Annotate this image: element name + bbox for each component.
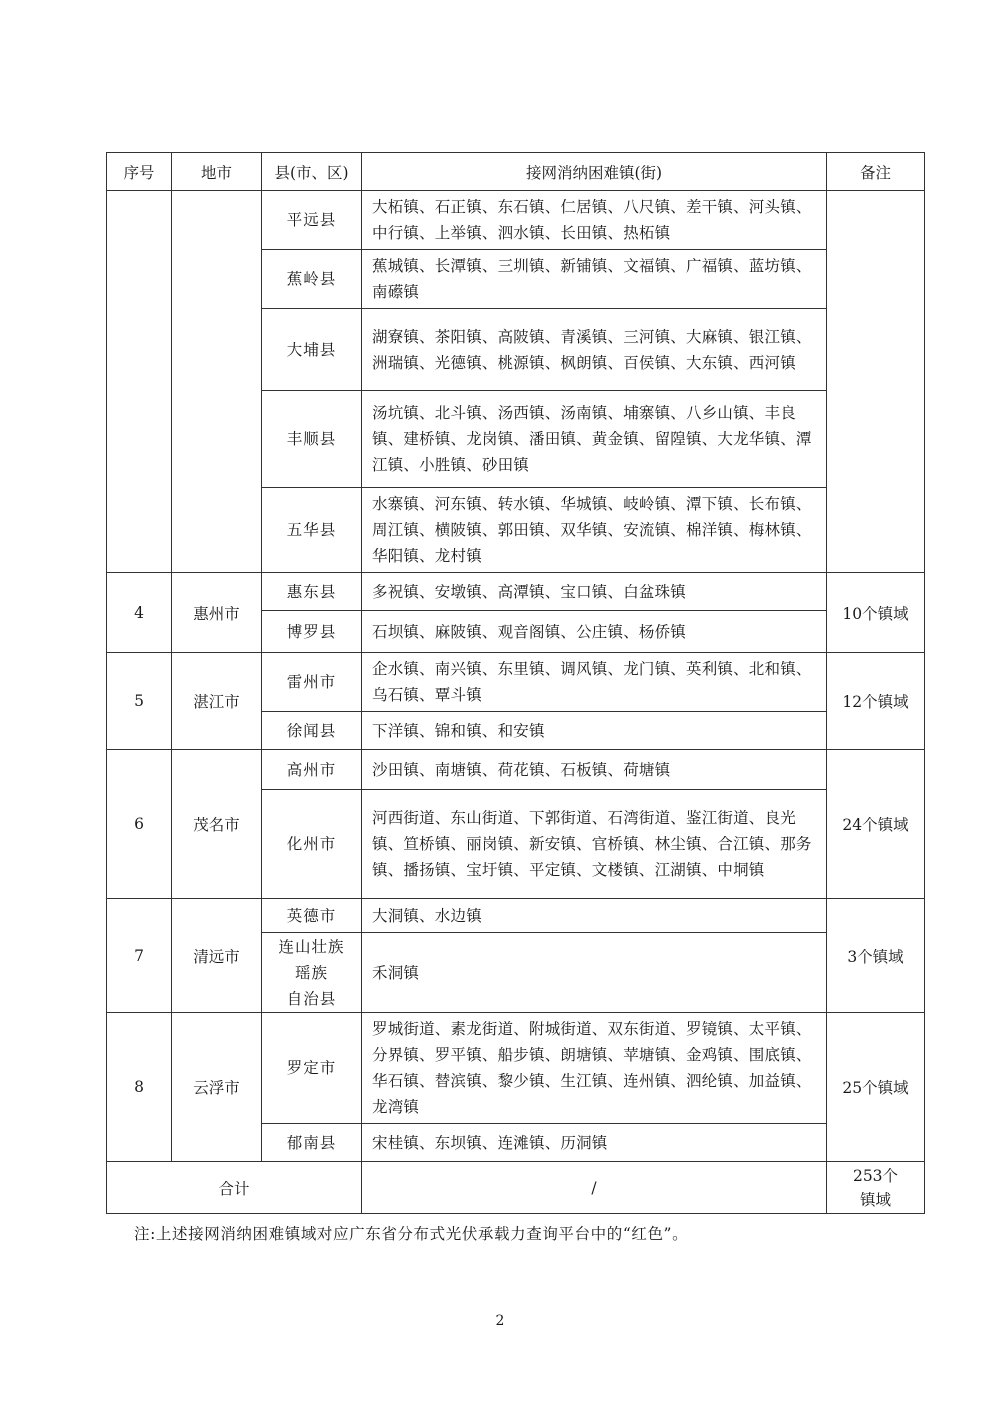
county-cell: 英德市 (262, 899, 362, 933)
total-remark-line: 镇域 (859, 1190, 891, 1209)
towns-cell: 下洋镇、锦和镇、和安镇 (362, 712, 827, 750)
city-cell: 茂名市 (172, 750, 262, 899)
towns-cell: 大洞镇、水边镇 (362, 899, 827, 933)
county-cell: 雷州市 (262, 653, 362, 712)
towns-cell: 水寨镇、河东镇、转水镇、华城镇、岐岭镇、潭下镇、长布镇、周江镇、横陂镇、郭田镇、双华镇、安流镇、棉洋镇、梅林镇、华阳镇、龙村镇 (362, 488, 827, 573)
county-cell: 化州市 (262, 790, 362, 899)
towns-cell: 石坝镇、麻陂镇、观音阁镇、公庄镇、杨侨镇 (362, 611, 827, 653)
total-label: 合计 (107, 1162, 362, 1214)
seq-cell: 8 (107, 1013, 172, 1162)
header-remark: 备注 (827, 153, 925, 191)
county-cell: 蕉岭县 (262, 250, 362, 309)
towns-cell: 蕉城镇、长潭镇、三圳镇、新铺镇、文福镇、广福镇、蓝坊镇、南礤镇 (362, 250, 827, 309)
county-cell: 惠东县 (262, 573, 362, 611)
county-cell: 丰顺县 (262, 391, 362, 488)
towns-cell: 沙田镇、南塘镇、荷花镇、石板镇、荷塘镇 (362, 750, 827, 790)
total-row (107, 1162, 925, 1214)
header-towns: 接网消纳困难镇(街) (362, 153, 827, 191)
seq-cell: 5 (107, 653, 172, 750)
county-cell: 博罗县 (262, 611, 362, 653)
total-remark-line: 253个 (852, 1166, 899, 1185)
total-towns: / (362, 1162, 827, 1214)
county-cell: 五华县 (262, 488, 362, 573)
remark-cell-empty (827, 191, 925, 573)
towns-cell: 宋桂镇、东坝镇、连滩镇、历洞镇 (362, 1124, 827, 1162)
city-cell: 惠州市 (172, 573, 262, 653)
towns-cell: 河西街道、东山街道、下郭街道、石湾街道、鉴江街道、良光镇、笪桥镇、丽岗镇、新安镇、官桥镇、林尘镇、合江镇、那务镇、播扬镇、宝圩镇、平定镇、文楼镇、江湖镇、中垌镇 (362, 790, 827, 899)
city-cell: 云浮市 (172, 1013, 262, 1162)
remark-cell: 3个镇域 (827, 899, 925, 1013)
county-line: 瑶族 (294, 963, 328, 982)
county-cell: 罗定市 (262, 1013, 362, 1124)
county-cell: 大埔县 (262, 309, 362, 391)
towns-cell: 罗城街道、素龙街道、附城街道、双东街道、罗镜镇、太平镇、分界镇、罗平镇、船步镇、朗塘镇、苹塘镇、金鸡镇、围底镇、华石镇、替滨镇、黎少镇、生江镇、连州镇、泗纶镇、加益镇、龙湾镇 (362, 1013, 827, 1124)
footnote: 注:上述接网消纳困难镇域对应广东省分布式光伏承载力查询平台中的“红色”。 (134, 1225, 689, 1243)
table-row (107, 899, 925, 933)
city-cell: 湛江市 (172, 653, 262, 750)
table-row (107, 573, 925, 611)
city-cell: 清远市 (172, 899, 262, 1013)
county-cell-multiline (262, 933, 362, 1013)
table-header-row (107, 153, 925, 191)
table-row (107, 191, 925, 250)
town-table (106, 152, 925, 1214)
towns-cell: 大柘镇、石正镇、东石镇、仁居镇、八尺镇、差干镇、河头镇、中行镇、上举镇、泗水镇、长田镇、热柘镇 (362, 191, 827, 250)
seq-cell: 6 (107, 750, 172, 899)
towns-cell: 多祝镇、安墩镇、高潭镇、宝口镇、白盆珠镇 (362, 573, 827, 611)
table-row (107, 750, 925, 790)
towns-cell: 汤坑镇、北斗镇、汤西镇、汤南镇、埔寨镇、八乡山镇、丰良镇、建桥镇、龙岗镇、潘田镇、黄金镇、留隍镇、大龙华镇、潭江镇、小胜镇、砂田镇 (362, 391, 827, 488)
header-city: 地市 (172, 153, 262, 191)
header-county: 县(市、区) (262, 153, 362, 191)
towns-cell: 企水镇、南兴镇、东里镇、调风镇、龙门镇、英利镇、北和镇、乌石镇、覃斗镇 (362, 653, 827, 712)
header-seq: 序号 (107, 153, 172, 191)
county-line: 自治县 (286, 989, 337, 1008)
table-row (107, 1013, 925, 1124)
towns-cell: 禾洞镇 (362, 933, 827, 1013)
remark-cell: 12个镇域 (827, 653, 925, 750)
seq-cell-empty (107, 191, 172, 573)
page-number: 2 (495, 1313, 505, 1329)
county-cell: 徐闻县 (262, 712, 362, 750)
remark-cell: 10个镇域 (827, 573, 925, 653)
county-cell: 高州市 (262, 750, 362, 790)
county-line: 连山壮族 (278, 937, 345, 956)
city-cell-empty (172, 191, 262, 573)
county-cell: 郁南县 (262, 1124, 362, 1162)
seq-cell: 4 (107, 573, 172, 653)
total-remark (827, 1162, 925, 1214)
remark-cell: 25个镇域 (827, 1013, 925, 1162)
remark-cell: 24个镇域 (827, 750, 925, 899)
table-row (107, 653, 925, 712)
seq-cell: 7 (107, 899, 172, 1013)
county-cell: 平远县 (262, 191, 362, 250)
towns-cell: 湖寮镇、茶阳镇、高陂镇、青溪镇、三河镇、大麻镇、银江镇、洲瑞镇、光德镇、桃源镇、枫朗镇、百侯镇、大东镇、西河镇 (362, 309, 827, 391)
